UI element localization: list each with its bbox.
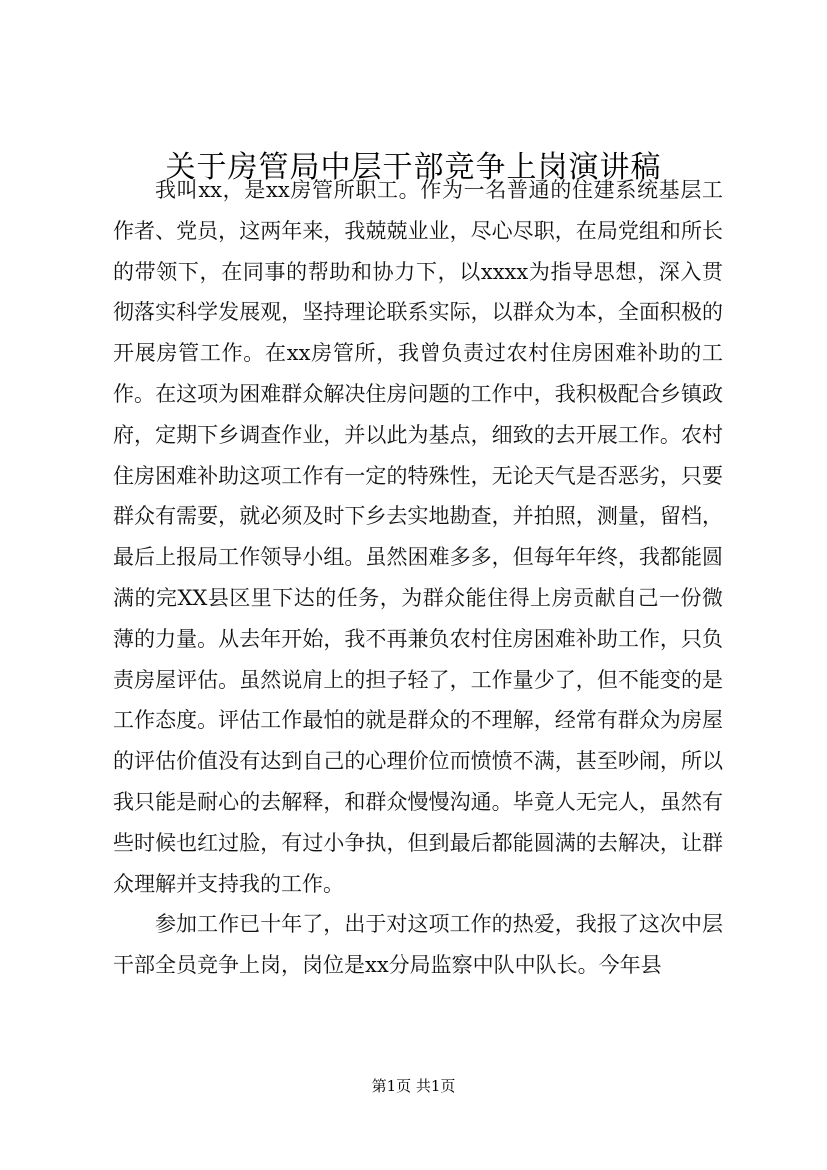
page-footer: 第1页 共1页 <box>371 1077 456 1095</box>
paragraph-1: 我叫xx，是xx房管所职工。作为一名普通的住建系统基层工作者、党员，这两年来，我兢兢业业，尽心尽职，在局党组和所长的带领下，在同事的帮助和协力下，以xxxx为指导思想，深入贯彻落实科学发展观，坚持理论联系实际，以群众为本，全面积极的开展房管工作。在xx房管所，我曾负责过农村住房困难补助的工作。在这项为困难群众解决住房问题的工作中，我积极配合乡镇政府，定期下乡调查作业，并以此为基点，细致的去开展工作。农村住房困难补助这项工作有一定的特殊性，无论天气是否恶劣，只要群众有需要，就必须及时下乡去实地勘查，并拍照，测量，留档，最后上报局工作领导小组。虽然困难多多，但每年年终，我都能圆满的完XX县区里下达的任务，为群众能住得上房贡献自己一份微薄的力量。从去年开始，我不再兼负农村住房困难补助工作，只负责房屋评估。虽然说肩上的担子轻了，工作量少了，但不能变的是工作态度。评估工作最怕的就是群众的不理解，经常有群众为房屋的评估价值没有达到自己的心理价位而愤愤不满，甚至吵闹，所以我只能是耐心的去解释，和群众慢慢沟通。毕竟人无完人，虽然有些时候也红过脸，有过小争执，但到最后都能圆满的去解决，让群众理解并支持我的工作。 <box>113 178 723 896</box>
paragraph-2: 参加工作已十年了，出于对这项工作的热爱，我报了这次中层干部全员竞争上岗，岗位是xx分局监察中队中队长。今年县 <box>113 912 723 978</box>
document-body <box>113 170 723 986</box>
document-title: 关于房管局中层干部竞争上岗演讲稿 <box>165 150 662 185</box>
